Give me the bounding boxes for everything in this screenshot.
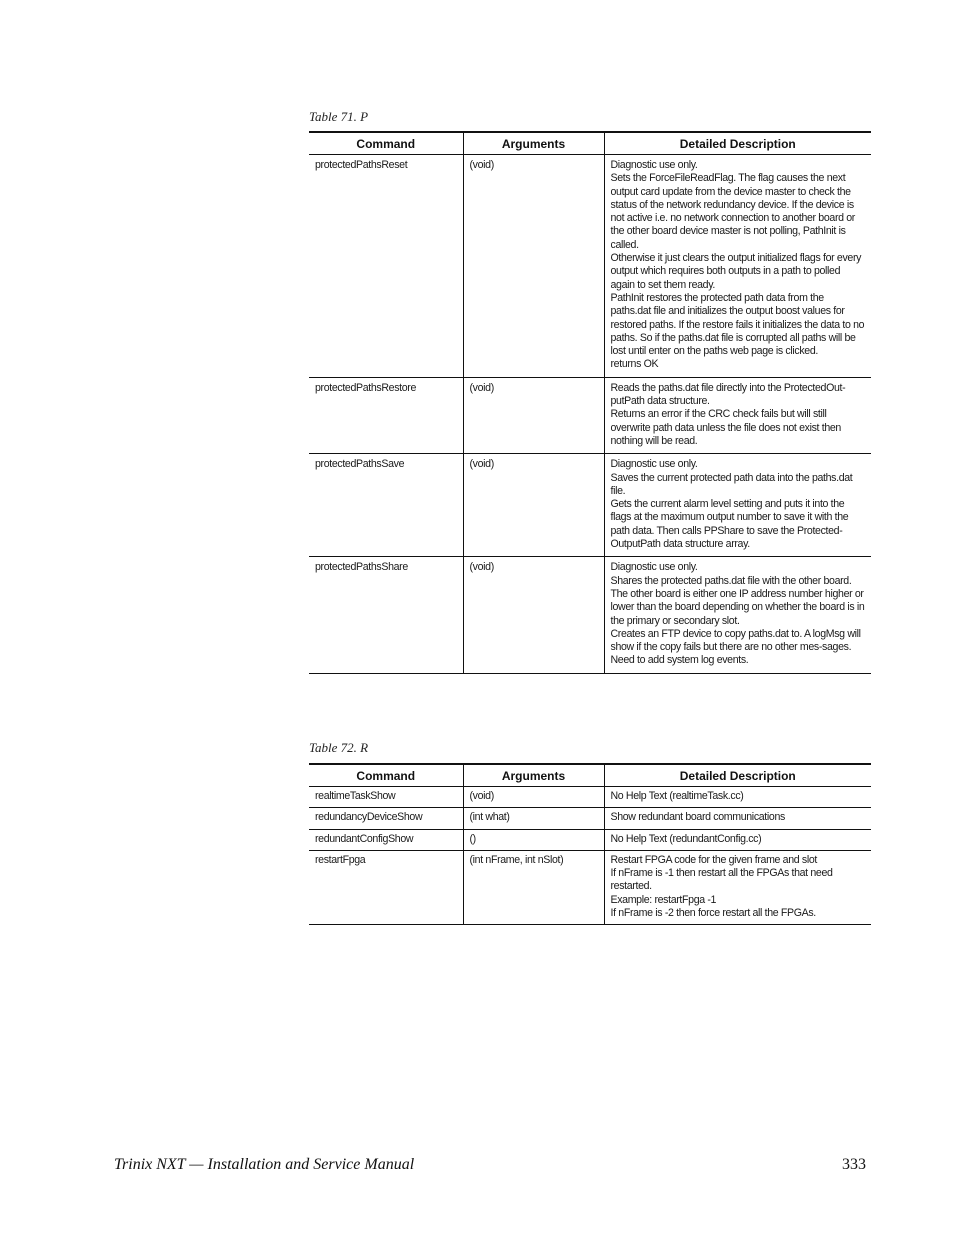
column-header-description: Detailed Description (604, 764, 871, 787)
command-cell: protectedPathsShare (309, 557, 463, 673)
description-cell: No Help Text (redundantConfig.cc) (604, 829, 871, 850)
command-cell: redundantConfigShow (309, 829, 463, 850)
column-header-arguments: Arguments (463, 764, 604, 787)
command-table-p (309, 131, 871, 674)
description-cell: Diagnostic use only. Saves the current protected path data into the paths.dat file. Gets the current alarm level setting and puts it into the flags at the maximum output number to save it with the path data. Then calls PPShare to save the Protected-OutputPath data structure array. (604, 454, 871, 557)
description-cell: Diagnostic use only. Shares the protected paths.dat file with the other board. The other board is either one IP address number higher or lower than the board depending on whether the board is in the primary or secondary slot. Creates an FTP device to copy paths.dat to. A logMsg will show if the copy fails but there are no other mes-sages. Need to add system log events. (604, 557, 871, 673)
command-cell: protectedPathsRestore (309, 377, 463, 453)
table-caption: Table 72. R (309, 740, 369, 755)
command-cell: realtimeTaskShow (309, 787, 463, 808)
arguments-cell: (void) (463, 377, 604, 453)
command-cell: protectedPathsSave (309, 454, 463, 557)
table-header-row (309, 764, 871, 787)
table-row (309, 155, 871, 378)
column-header-command: Command (309, 764, 463, 787)
table-row (309, 557, 871, 673)
arguments-cell: (int nFrame, int nSlot) (463, 850, 604, 924)
table-row (309, 829, 871, 850)
arguments-cell: (void) (463, 787, 604, 808)
arguments-cell: (void) (463, 557, 604, 673)
description-cell: Show redundant board communications (604, 808, 871, 829)
table-row (309, 787, 871, 808)
arguments-cell: () (463, 829, 604, 850)
command-table-r (309, 763, 871, 925)
command-cell: protectedPathsReset (309, 155, 463, 378)
arguments-cell: (void) (463, 454, 604, 557)
page-number: 333 (842, 1156, 866, 1173)
table-row (309, 454, 871, 557)
table-row (309, 850, 871, 924)
description-cell: No Help Text (realtimeTask.cc) (604, 787, 871, 808)
footer-manual-title: Trinix NXT — Installation and Service Manual (114, 1156, 415, 1173)
description-cell: Reads the paths.dat file directly into the ProtectedOut-putPath data structure. Returns an error if the CRC check fails but will still overwrite path data unless the file does not exist then nothing will be read. (604, 377, 871, 453)
arguments-cell: (int what) (463, 808, 604, 829)
column-header-command: Command (309, 132, 463, 155)
table-header-row (309, 132, 871, 155)
table-row (309, 377, 871, 453)
description-cell: Diagnostic use only. Sets the ForceFileReadFlag. The flag causes the next output card update from the device master to check the status of the network redundancy device. If the device is not active i.e. no network connection to another board or the other board device master is not polling, PathInit is called. Otherwise it just clears the output initialized flags for every output which requires both outputs in a path to polled again to set them ready. PathInit restores the protected path data from the paths.dat file and initializes the output boost values for restored paths. If the restore fails it initializes the data to no paths. So if the paths.dat file is corrupted all paths will be lost until enter on the paths web page is clicked. returns OK (604, 155, 871, 378)
table-caption: Table 71. P (309, 109, 369, 124)
table-row (309, 808, 871, 829)
arguments-cell: (void) (463, 155, 604, 378)
column-header-arguments: Arguments (463, 132, 604, 155)
column-header-description: Detailed Description (604, 132, 871, 155)
description-cell: Restart FPGA code for the given frame and slot If nFrame is -1 then restart all the FPGAs that need restarted. Example: restartFpga -1 If nFrame is -2 then force restart all the FPGAs. (604, 850, 871, 924)
command-cell: restartFpga (309, 850, 463, 924)
command-cell: redundancyDeviceShow (309, 808, 463, 829)
